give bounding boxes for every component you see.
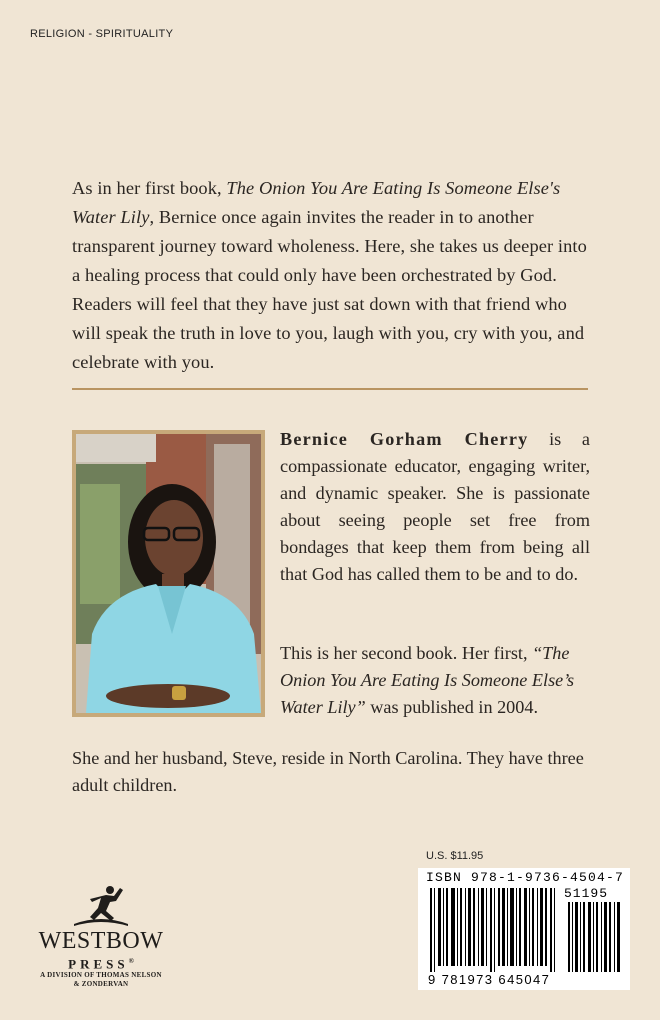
previous-book-intro: This is her second book. Her first,: [280, 643, 533, 663]
runner-logo-icon: [70, 884, 132, 928]
publisher-division-line1: A DIVISION OF THOMAS NELSON: [40, 971, 162, 980]
back-cover-blurb: [72, 174, 592, 377]
author-bio: [280, 426, 590, 588]
previous-book-note: [280, 640, 590, 721]
category-label: RELIGION - SPIRITUALITY: [30, 28, 174, 40]
blurb-intro: As in her first book,: [72, 178, 227, 198]
author-family-note: She and her husband, Steve, reside in North Carolina. They have three adult children.: [72, 748, 584, 795]
author-photo: [72, 430, 265, 717]
isbn-barcode: [418, 868, 630, 990]
previous-book-title: “The Onion You Are Eating Is Someone Else’s Water Lily”: [280, 643, 575, 717]
author-name: Bernice Gorham Cherry: [280, 429, 529, 449]
author-portrait-icon: [76, 434, 261, 713]
blurb-book-title: The Onion You Are Eating Is Someone Else's Water Lily: [72, 178, 561, 227]
publisher-logo: [26, 882, 176, 989]
barcode-bars-icon: [426, 888, 624, 972]
registered-mark: ®: [128, 957, 134, 965]
publisher-division-line2: & ZONDERVAN: [73, 980, 129, 989]
publisher-name: WESTBOW: [38, 928, 164, 954]
publisher-press-text: PRESS: [68, 956, 129, 972]
isbn-number: ISBN 978-1-9736-4504-7: [426, 870, 625, 885]
blurb-body: , Bernice once again invites the reader in to another transparent journey toward wholeness. Here, she takes us deeper into a healing process that could only have been orchestrated by God. Readers will feel that they have just sat down with that friend who will speak the truth in love to you, laugh with you, cry with you, and celebrate with you.: [72, 207, 587, 372]
publisher-press: [26, 954, 176, 971]
author-bio-text: is a compassionate educator, engaging writer, and dynamic speaker. She is passionate about seeing people set free from bondages that keep them from being all that God has called them to be and to do.: [280, 429, 590, 584]
price-addon-code: 51195: [564, 886, 609, 901]
previous-book-year: was published in 2004.: [365, 697, 539, 717]
price-label: U.S. $11.95: [426, 850, 484, 862]
barcode-digits: 9 781973 645047: [428, 972, 551, 987]
section-divider: [72, 388, 588, 390]
